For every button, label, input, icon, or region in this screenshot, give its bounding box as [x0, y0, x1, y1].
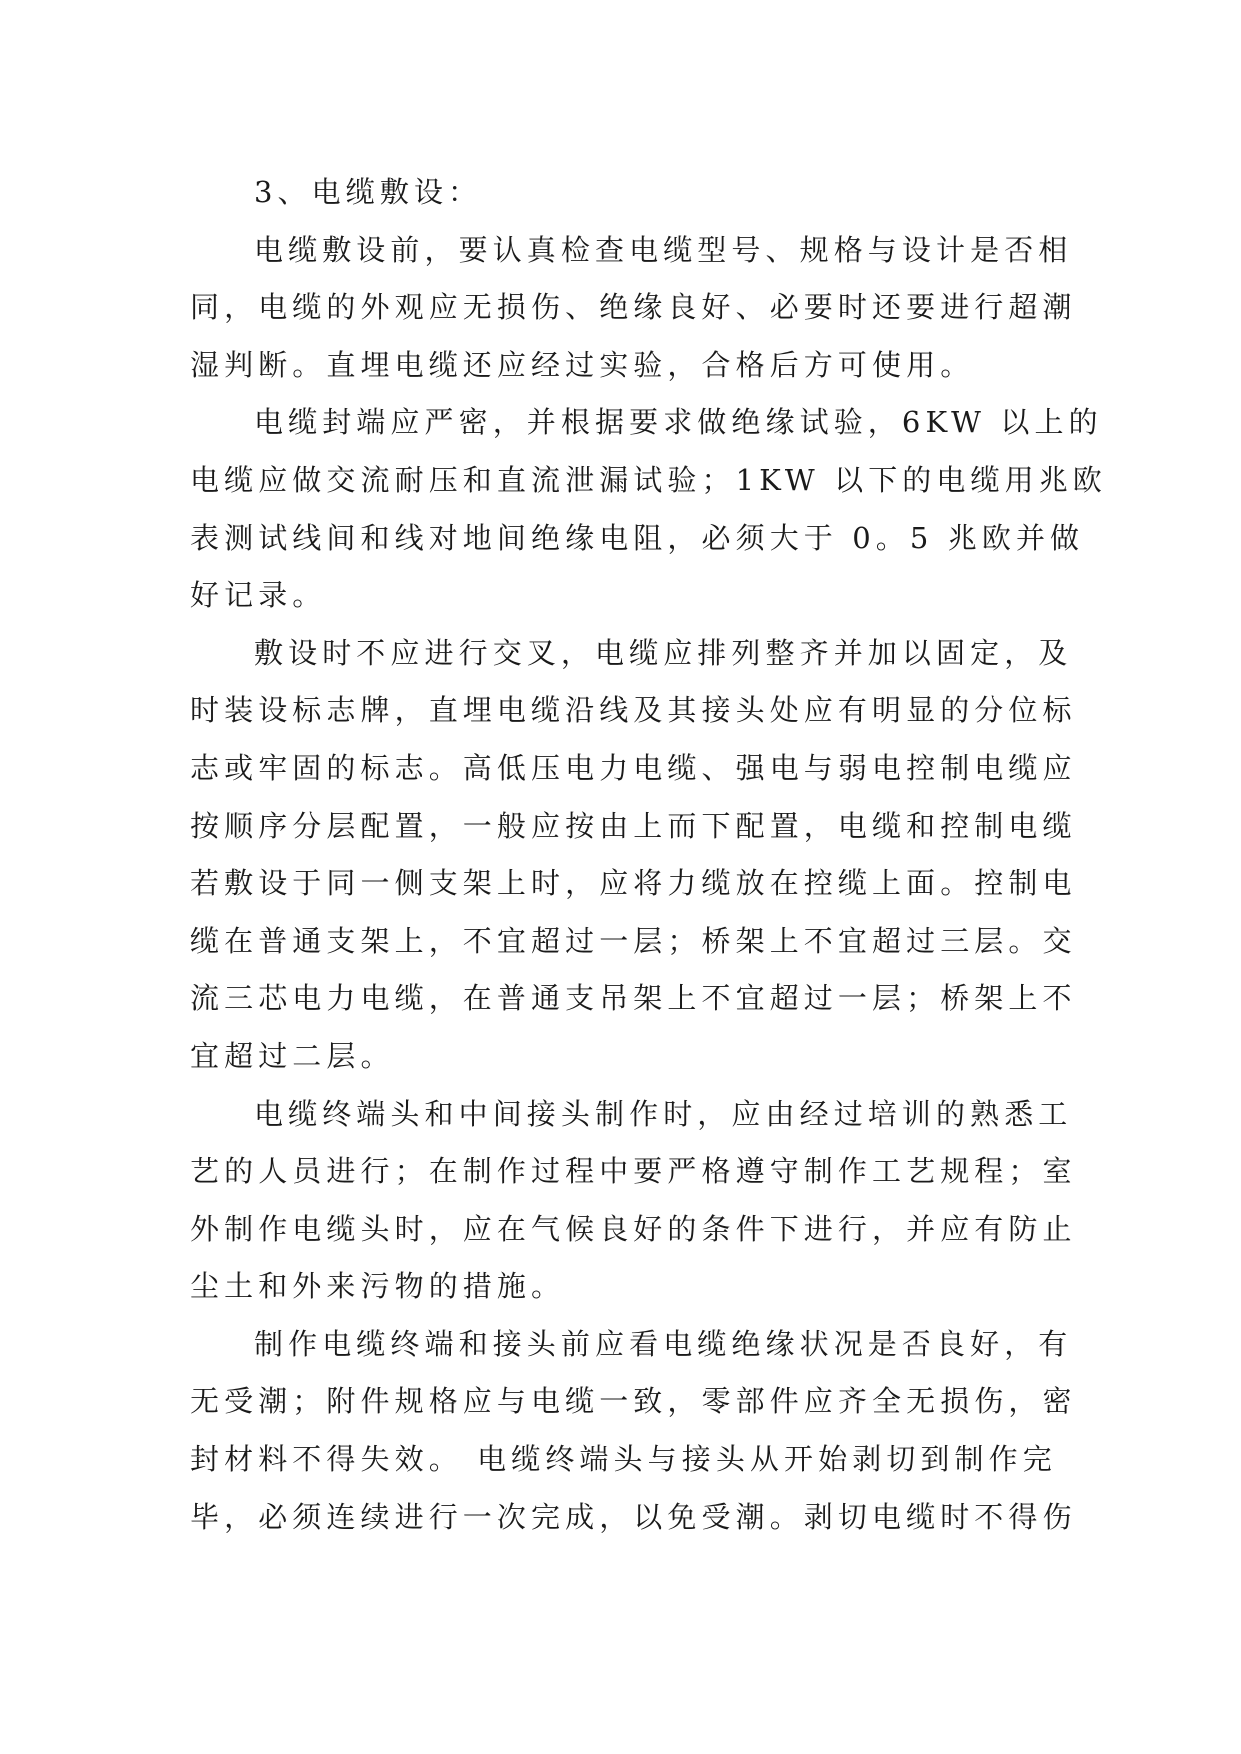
paragraph-line: 同，电缆的外观应无损伤、绝缘良好、必要时还要进行超潮 — [190, 290, 1077, 325]
paragraph-1 — [190, 222, 1077, 395]
paragraph-4 — [190, 1086, 1077, 1316]
paragraph-line: 流三芯电力电缆，在普通支吊架上不宜超过一层；桥架上不 — [190, 981, 1077, 1016]
section-heading: 3、电缆敷设： — [254, 175, 483, 209]
paragraph-line: 缆在普通支架上，不宜超过一层；桥架上不宜超过三层。交 — [190, 923, 1077, 958]
paragraph-line: 宜超过二层。 — [190, 1038, 395, 1073]
paragraph-line: 敷设时不应进行交叉，电缆应排列整齐并加以固定，及 — [254, 635, 1073, 670]
paragraph-line: 志或牢固的标志。高低压电力电缆、强电与弱电控制电缆应 — [190, 750, 1077, 785]
paragraph-line: 电缆敷设前，要认真检查电缆型号、规格与设计是否相 — [254, 232, 1073, 267]
paragraph-line: 好记录。 — [190, 578, 327, 613]
paragraph-3 — [190, 625, 1077, 1086]
paragraph-line: 无受潮；附件规格应与电缆一致，零部件应齐全无损伤，密 — [190, 1384, 1077, 1419]
paragraph-line: 艺的人员进行；在制作过程中要严格遵守制作工艺规程；室 — [190, 1154, 1077, 1189]
paragraph-line: 尘土和外来污物的措施。 — [190, 1269, 566, 1304]
paragraph-line: 表测试线间和线对地间绝缘电阻，必须大于 0。5 兆欧并做 — [190, 520, 1085, 555]
paragraph-line: 封材料不得失效。 电缆终端头与接头从开始剥切到制作完 — [190, 1442, 1057, 1477]
paragraph-line: 外制作电缆头时，应在气候良好的条件下进行，并应有防止 — [190, 1211, 1077, 1246]
paragraph-line: 时装设标志牌，直埋电缆沿线及其接头处应有明显的分位标 — [190, 693, 1077, 728]
paragraph-line: 电缆应做交流耐压和直流泄漏试验；1KW 以下的电缆用兆欧 — [190, 462, 1107, 497]
document-body — [190, 164, 1107, 1546]
paragraph-line: 毕，必须连续进行一次完成，以免受潮。剥切电缆时不得伤 — [190, 1499, 1077, 1534]
paragraph-2 — [190, 394, 1107, 624]
paragraph-line: 制作电缆终端和接头前应看电缆绝缘状况是否良好，有 — [254, 1326, 1073, 1361]
paragraph-line: 电缆封端应严密，并根据要求做绝缘试验，6KW 以上的 — [254, 405, 1103, 440]
paragraph-line: 湿判断。直埋电缆还应经过实验，合格后方可使用。 — [190, 347, 975, 382]
paragraph-5 — [190, 1316, 1077, 1546]
paragraph-line: 电缆终端头和中间接头制作时，应由经过培训的熟悉工 — [254, 1096, 1073, 1131]
paragraph-line: 若敷设于同一侧支架上时，应将力缆放在控缆上面。控制电 — [190, 866, 1077, 901]
paragraph-line: 按顺序分层配置，一般应按由上而下配置，电缆和控制电缆 — [190, 808, 1077, 843]
